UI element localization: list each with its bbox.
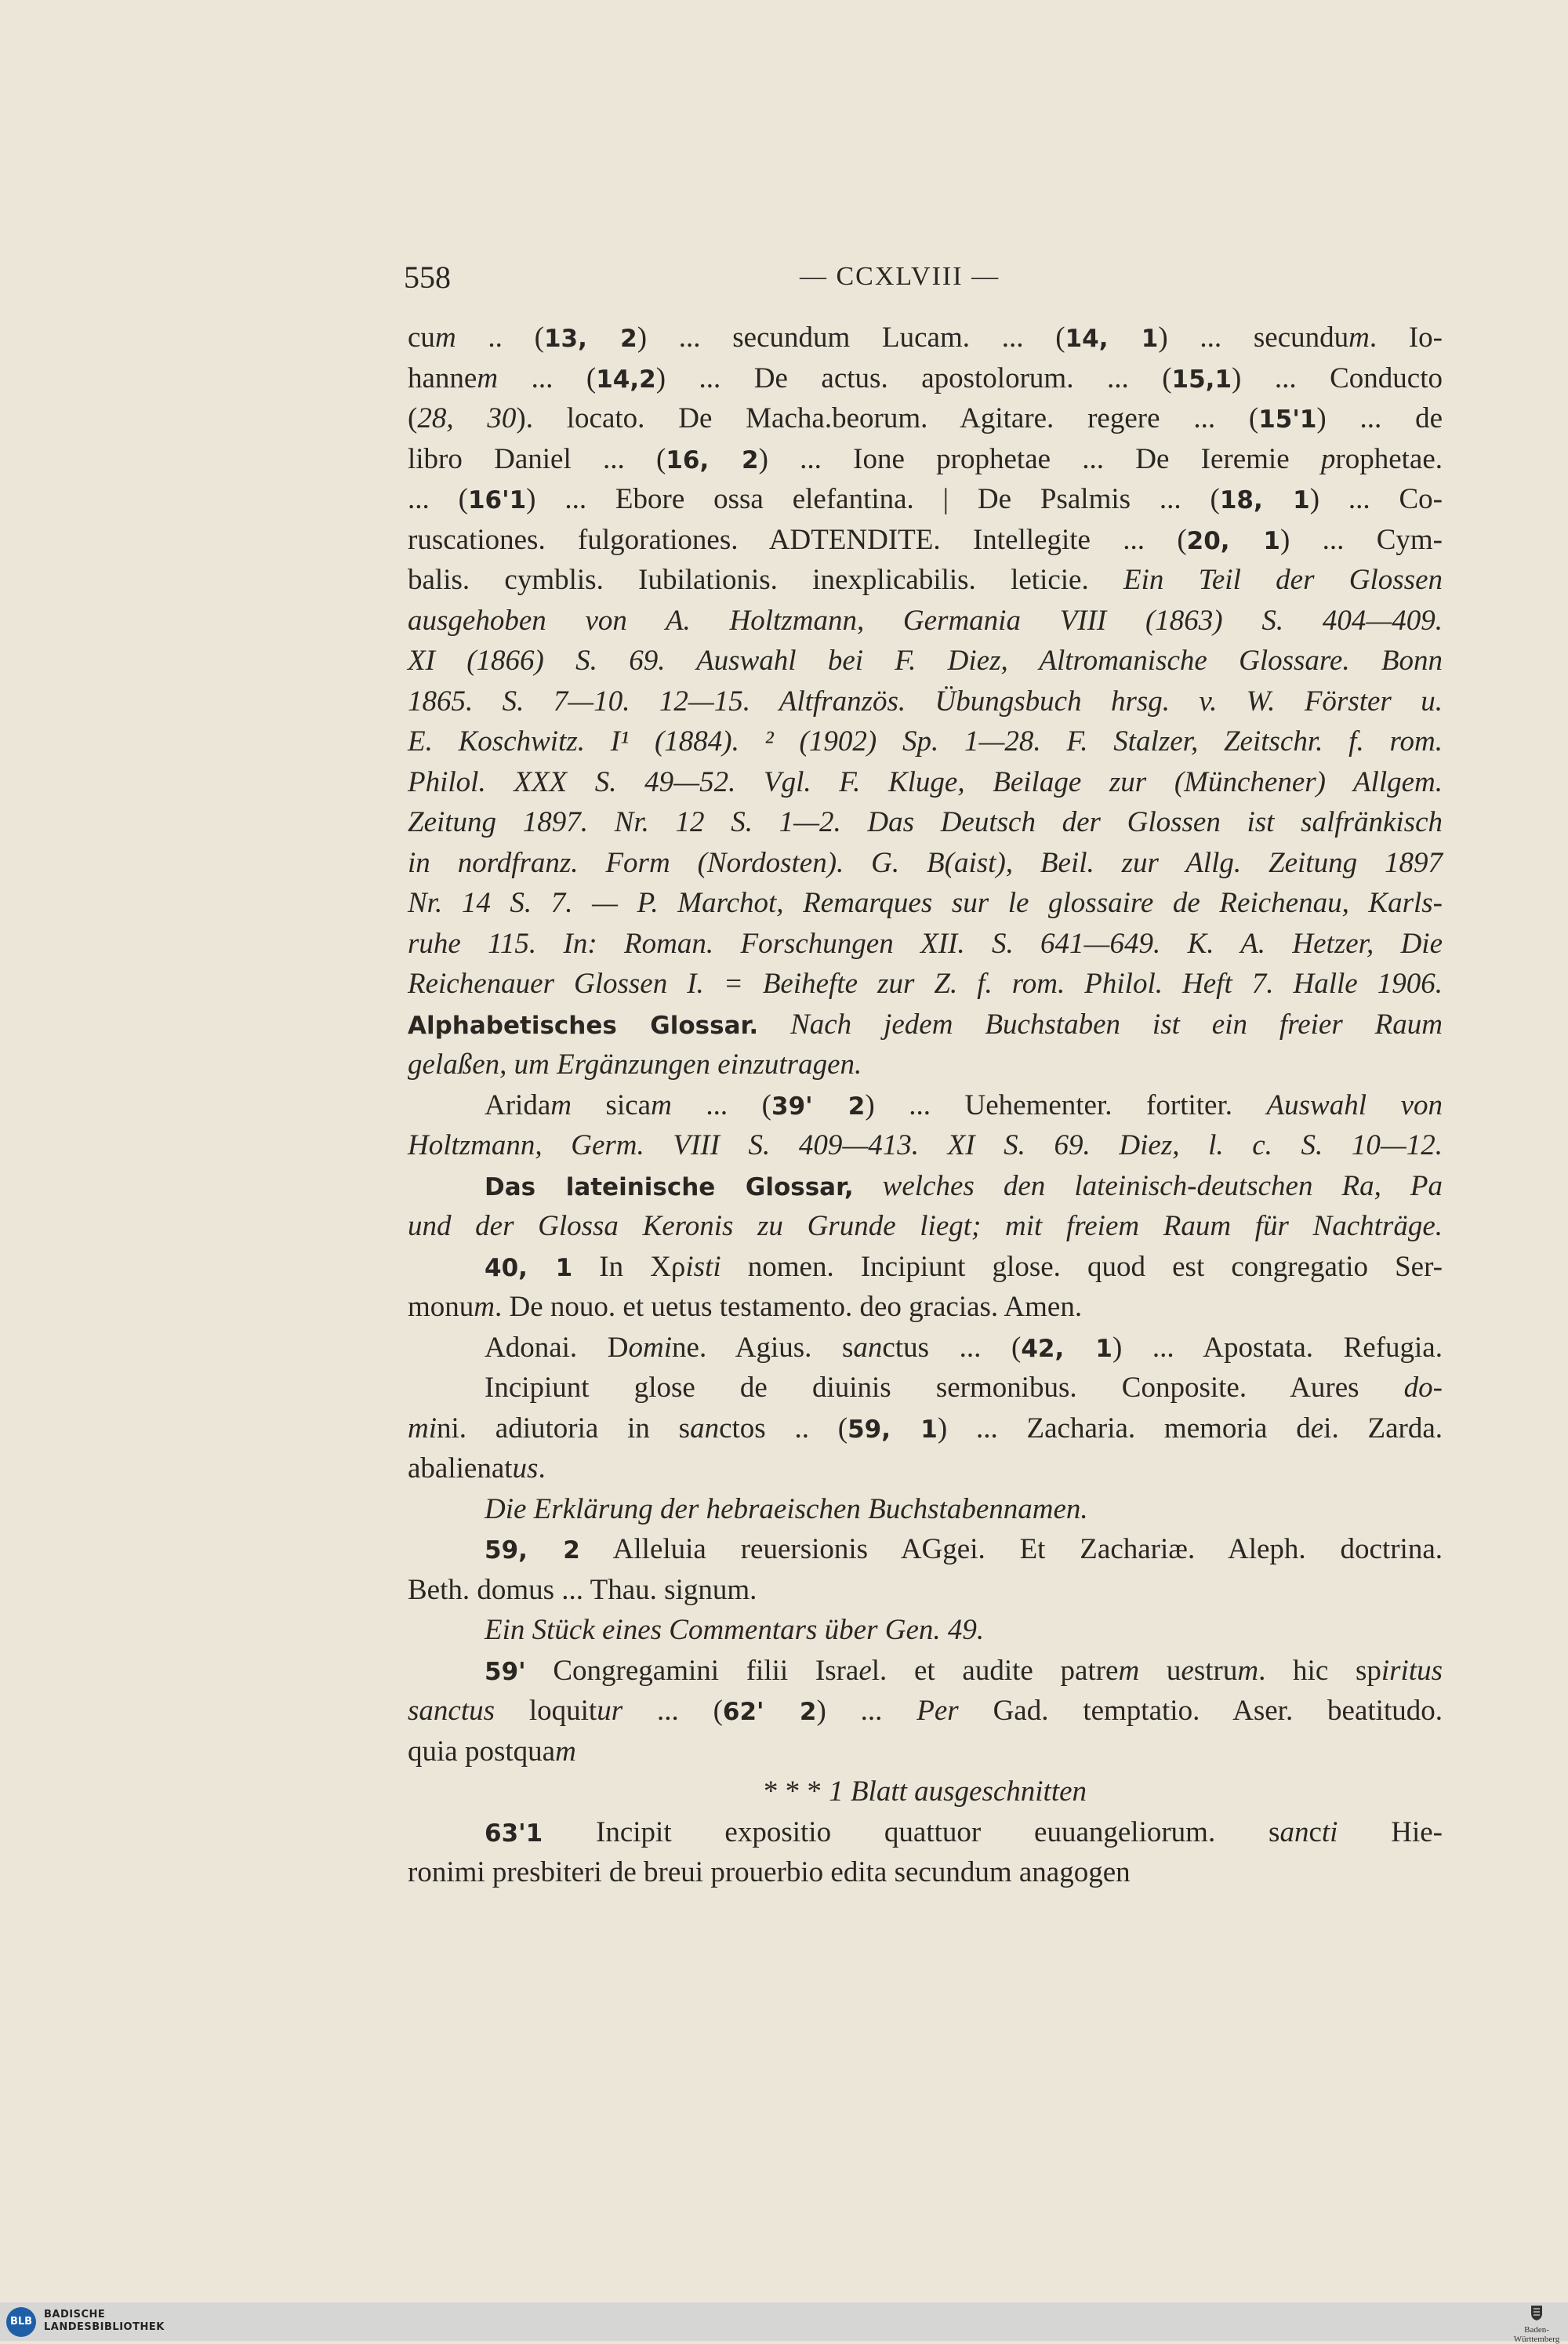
text-line: Beth. domus ... Thau. signum.	[408, 1573, 757, 1606]
text-line: Aridam sicam ... (39' 2) ... Uehementer. fortiter. Auswahl von	[485, 1088, 1443, 1121]
text-line: Reichenauer Glossen I. = Beihefte zur Z. f. rom. Philol. Heft 7. Halle 1906.	[408, 968, 1443, 1000]
text-line: abalienatus.	[408, 1452, 546, 1485]
text-line: 59, 2 Alleluia reuersionis AGgei. Et Zachariæ. Aleph. doctrina.	[485, 1533, 1443, 1565]
text-line: 63'1 Incipit expositio quattuor euuangeliorum. sancti Hie-	[485, 1815, 1443, 1848]
text-line: ruhe 115. In: Roman. Forschungen XII. S. 641—649. K. A. Hetzer, Die	[408, 927, 1443, 960]
text-line: und der Glossa Keronis zu Grunde liegt; mit freiem Raum für Nachträge.	[408, 1210, 1443, 1242]
text-block	[408, 318, 1443, 1893]
text-line: ruscationes. fulgorationes. ADTENDITE. Intellegite ... (20, 1) ... Cym-	[408, 523, 1443, 556]
section-heading-line: Alphabetisches Glossar. Nach jedem Buchstaben ist ein freier Raum	[408, 1008, 1443, 1041]
library-logo: BLB	[6, 2307, 36, 2337]
state-label: Baden-Württemberg	[1513, 2325, 1560, 2344]
library-name-line1: BADISCHE	[44, 2309, 106, 2320]
text-line: Holtzmann, Germ. VIII S. 409—413. XI S. 69. Diez, l. c. S. 10—12.	[408, 1129, 1443, 1161]
section-heading-line: Das lateinische Glossar, welches den lateinisch-deutschen Ra, Pa	[485, 1169, 1443, 1202]
text-line: ronimi presbiteri de breui prouerbio edita secundum anagogen	[408, 1856, 1131, 1888]
text-line: mini. adiutoria in sanctos .. (59, 1) ... Zacharia. memoria dei. Zarda.	[408, 1412, 1443, 1445]
text-line: in nordfranz. Form (Nordosten). G. B(aist), Beil. zur Allg. Zeitung 1897	[408, 846, 1443, 879]
state-mark	[1513, 2304, 1560, 2344]
text-line: Zeitung 1897. Nr. 12 S. 1—2. Das Deutsch der Glossen ist salfränkisch	[408, 806, 1443, 838]
text-line: gelaßen, um Ergänzungen einzutragen.	[408, 1048, 862, 1081]
library-name	[44, 2309, 165, 2334]
text-line: (28, 30). locato. De Macha.beorum. Agitare. regere ... (15'1) ... de	[408, 402, 1443, 434]
page-header	[404, 259, 1443, 306]
text-line: Philol. XXX S. 49—52. Vgl. F. Kluge, Beilage zur (Münchener) Allgem.	[408, 765, 1443, 798]
page-number: 558	[404, 260, 451, 295]
text-line: ... (16'1) ... Ebore ossa elefantina. | De Psalmis ... (18, 1) ... Co-	[408, 483, 1443, 515]
text-line: Nr. 14 S. 7. — P. Marchot, Remarques sur le glossaire de Reichenau, Karls-	[408, 887, 1443, 919]
text-line: 1865. S. 7—10. 12—15. Altfranzös. Übungsbuch hrsg. v. W. Förster u.	[408, 685, 1443, 718]
text-line: libro Daniel ... (16, 2) ... Ione prophetae ... De Ieremie prophetae.	[408, 442, 1443, 475]
library-name-line2: LANDESBIBLIOTHEK	[44, 2321, 165, 2333]
footer-bar	[0, 2302, 1568, 2344]
text-line: monum. De nouo. et uetus testamento. deo gracias. Amen.	[408, 1291, 1083, 1323]
text-line: 40, 1 In Xρisti nomen. Incipiunt glose. quod est congregatio Ser-	[485, 1250, 1443, 1283]
text-line: Ein Stück eines Commentars über Gen. 49.	[485, 1614, 985, 1646]
text-line: sanctus loquitur ... (62' 2) ... Per Gad. temptatio. Aser. beatitudo.	[408, 1695, 1443, 1727]
text-line: hannem ... (14,2) ... De actus. apostolorum. ... (15,1) ... Conducto	[408, 362, 1443, 394]
text-line: XI (1866) S. 69. Auswahl bei F. Diez, Altromanische Glossare. Bonn	[408, 645, 1443, 677]
text-line: Incipiunt glose de diuinis sermonibus. Conposite. Aures do-	[485, 1372, 1443, 1404]
text-line: Adonai. Domine. Agius. sanctus ... (42, 1) ... Apostata. Refugia.	[485, 1331, 1443, 1364]
text-line: * * * 1 Blatt ausgeschnitten	[763, 1775, 1087, 1808]
text-line: balis. cymblis. Iubilationis. inexplicabilis. leticie. Ein Teil der Glossen	[408, 564, 1443, 596]
text-line: quia postquam	[408, 1735, 576, 1768]
text-line: Die Erklärung der hebraeischen Buchstabennamen.	[485, 1492, 1088, 1525]
running-head: — CCXLVIII —	[800, 262, 1000, 291]
crest-icon	[1530, 2304, 1544, 2321]
text-line: ausgehoben von A. Holtzmann, Germania VIII (1863) S. 404—409.	[408, 604, 1443, 637]
text-line: 59' Congregamini filii Israel. et audite patrem uestrum. hic spiritus	[485, 1654, 1443, 1687]
text-line: E. Koschwitz. I¹ (1884). ² (1902) Sp. 1—28. F. Stalzer, Zeitschr. f. rom.	[408, 725, 1443, 758]
text-line: cum .. (13, 2) ... secundum Lucam. ... (14, 1) ... secundum. Io-	[408, 322, 1443, 354]
